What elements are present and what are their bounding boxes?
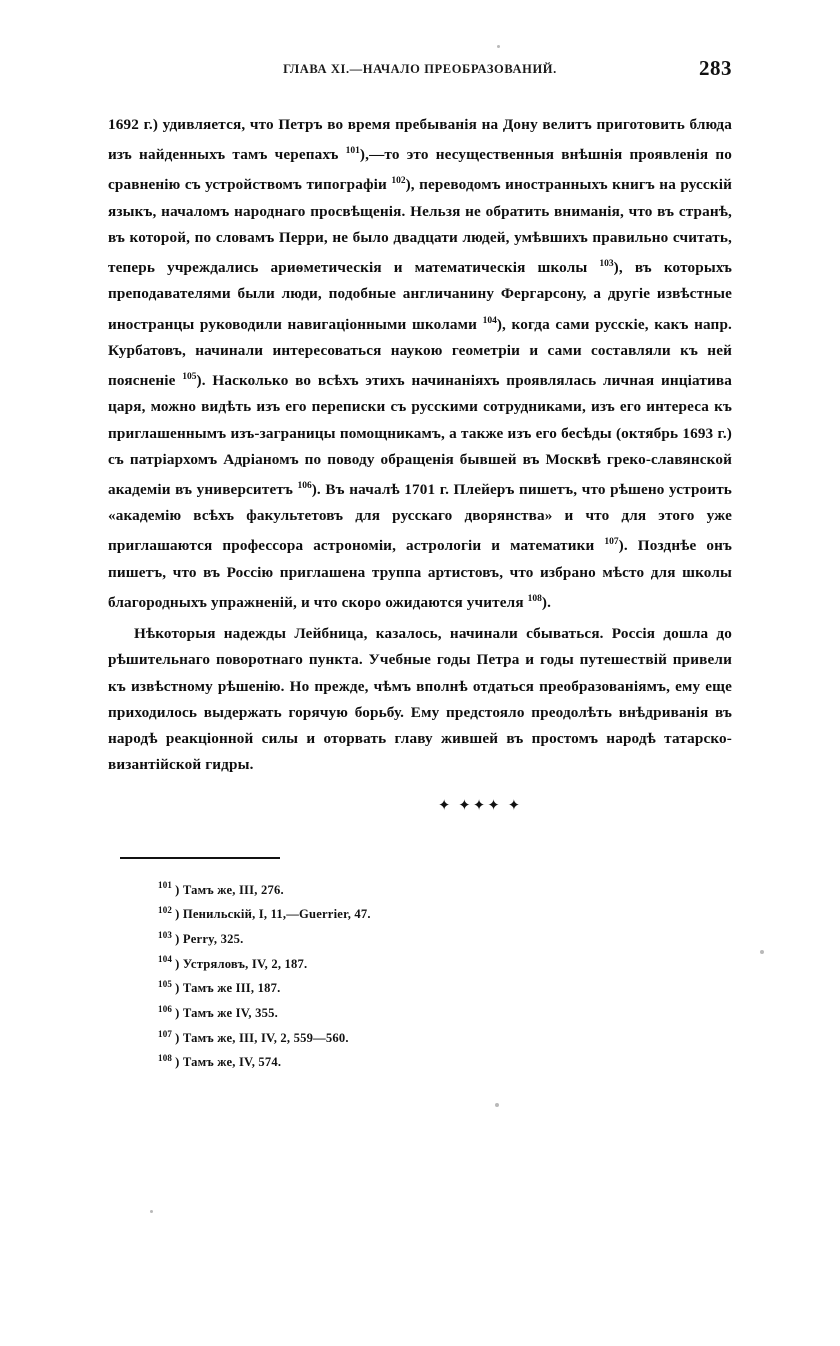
page-number: 283 bbox=[699, 56, 732, 80]
footnote-marker[interactable]: 104 bbox=[482, 315, 497, 326]
paragraph: Нѣкоторыя надежды Лейбница, казалось, начинали сбываться. Россія дошла до рѣшительнаго поворотнаго пункта. Учебные годы Петра и годы путешествій привели къ извѣстному рѣшенію. Но прежде, чѣмъ вполнѣ отдаться преобразованіямъ, ему еще приходилось выдержать горячую борьбу. Ему предстояло преодолѣть внѣдриванія въ народѣ реакціонной силы и оторвать главу жившей въ простомъ народѣ татарско-византійской гидры. bbox=[108, 625, 732, 774]
footnote-number: 108 bbox=[158, 1053, 173, 1064]
footnote-text: ) Тамъ же, III, 276. bbox=[175, 882, 284, 897]
footnote-item bbox=[158, 900, 732, 925]
footnote-text: ) Perry, 325. bbox=[175, 931, 244, 946]
page-content bbox=[108, 56, 732, 1073]
page-speck bbox=[150, 1210, 153, 1213]
footnote-marker[interactable]: 107 bbox=[604, 537, 619, 548]
paragraph: 1692 г.) удивляется, что Петръ во время пребыванія на Дону велитъ приготовить блюда изъ найденныхъ тамъ черепахъ $^{101}$),—то это несущественныя внѣшнія проявленія по сравненію съ устройствомъ типографіи $^{102}$), переводомъ иностранныхъ книгъ на русскій языкъ, началомъ народнаго просвѣщенія. Нельзя не обратить вниманія, что въ странѣ, въ которой, по словамъ Перри, не было двадцати людей, умѣвшихъ правильно считать, теперь учреждались ариѳметическія и математическія школы $^{103}$), въ которыхъ преподавателями были люди, подобные англичанину Фергарсону, а другіе извѣстные иностранцы руководили навигаціонными школами $^{104}$), когда сами русскіе, какъ напр. Курбатовъ, начинали интересоваться наукою геометріи и сами составляли къ ней поясненіе $^{105}$). Насколько во всѣхъ этихъ начинаніяхъ проявлялась личная инціатива царя, можно видѣть изъ его переписки съ русскими сотрудниками, изъ его интереса къ приглашеннымъ изъ-заграницы помощникамъ, а также изъ его бесѣды (октябрь 1693 г.) съ патріархомъ Адріаномъ по поводу обращенія бывшей въ Москвѣ греко-славянской академіи въ университетъ $^{106}$). Въ началѣ 1701 г. Плейеръ пишетъ, что рѣшено устроить «академію всѣхъ факультетовъ для русскаго дворянства» и что для этого уже приглашаются профессора астрономіи, астрологіи и математики $^{107}$). Позднѣе онъ пишетъ, что въ Россію приглашена труппа артистовъ, что избрано мѣсто для школы благородныхъ упражненій, и что скоро ожидаются учителя $^{108}$). bbox=[108, 116, 732, 611]
footnote-marker[interactable]: 102 bbox=[391, 176, 406, 187]
footnote-rule bbox=[120, 857, 280, 859]
footnote-list bbox=[158, 875, 732, 1073]
footnote-number: 102 bbox=[158, 905, 173, 916]
footnote-marker[interactable]: 101 bbox=[345, 146, 360, 157]
footnote-item bbox=[158, 1024, 732, 1049]
running-head: ГЛАВА XI.—НАЧАЛО ПРЕОБРАЗОВАНИЙ. bbox=[283, 62, 557, 76]
footnote-text: ) Тамъ же III, 187. bbox=[175, 981, 281, 996]
footnote-text: ) Тамъ же, IV, 574. bbox=[175, 1055, 282, 1070]
footnote-item bbox=[158, 875, 732, 900]
footnote-number: 105 bbox=[158, 979, 173, 990]
footnote-number: 104 bbox=[158, 954, 173, 965]
ornament-divider: ✦ ✦✦✦ ✦ bbox=[437, 798, 523, 815]
footnote-number: 107 bbox=[158, 1028, 173, 1039]
footnote-number: 103 bbox=[158, 929, 173, 940]
footnote-number: 101 bbox=[158, 880, 173, 891]
footnote-marker[interactable]: 106 bbox=[297, 480, 312, 491]
page-speck bbox=[495, 1103, 499, 1107]
body-text bbox=[108, 112, 732, 778]
footnote-item bbox=[158, 1048, 732, 1073]
footnote-item bbox=[158, 949, 732, 974]
footnote-text: ) Тамъ же IV, 355. bbox=[175, 1006, 278, 1020]
footnote-marker[interactable]: 103 bbox=[599, 259, 614, 270]
page-header bbox=[108, 56, 732, 90]
footnote-text: ) Пенильскій, I, 11,—Guerrier, 47. bbox=[175, 907, 371, 922]
footnote-marker[interactable]: 108 bbox=[527, 593, 542, 604]
page-speck bbox=[760, 950, 764, 954]
page-speck bbox=[497, 45, 500, 48]
footnote-item bbox=[158, 974, 732, 999]
footnote-item bbox=[158, 999, 732, 1024]
footnote-text: ) Тамъ же, III, IV, 2, 559—560. bbox=[175, 1030, 349, 1045]
footnote-marker[interactable]: 105 bbox=[182, 372, 197, 383]
footnote-text: ) Устряловъ, IV, 2, 187. bbox=[175, 956, 308, 971]
footnote-item bbox=[158, 925, 732, 950]
footnote-number: 106 bbox=[158, 1003, 173, 1014]
